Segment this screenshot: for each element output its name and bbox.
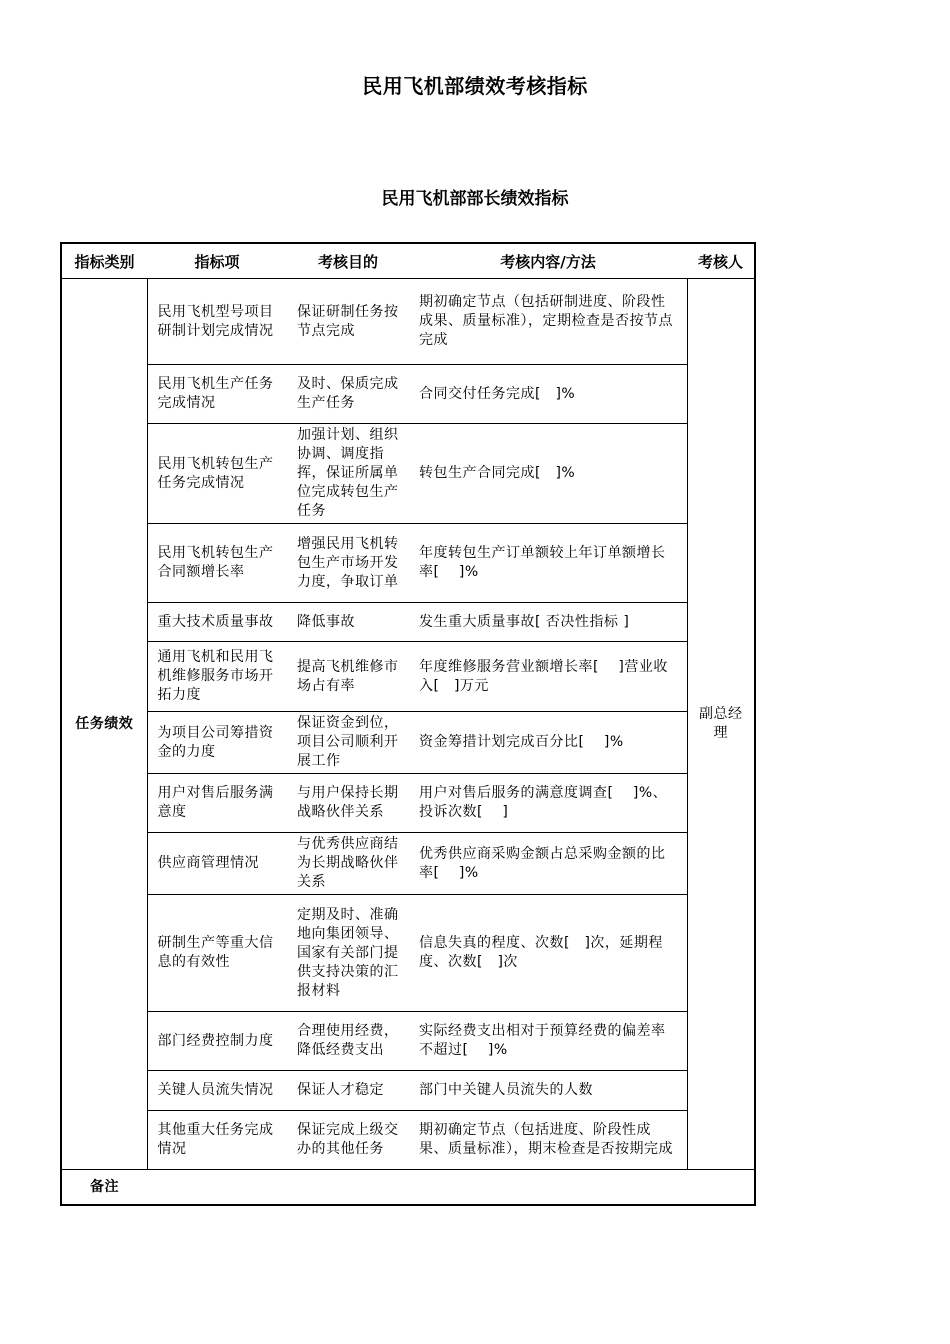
item-cell: 研制生产等重大信息的有效性: [147, 895, 287, 1012]
method-cell: 信息失真的程度、次数[ ]次，延期程度、次数[ ]次: [409, 895, 687, 1012]
table-row: [61, 642, 755, 712]
header-method: 考核内容/方法: [409, 243, 687, 279]
table-row: [61, 833, 755, 895]
table-row: [61, 365, 755, 424]
table-row: [61, 1012, 755, 1071]
item-cell: 民用飞机型号项目研制计划完成情况: [147, 279, 287, 365]
method-cell: 合同交付任务完成[ ]%: [409, 365, 687, 424]
item-cell: 通用飞机和民用飞机维修服务市场开拓力度: [147, 642, 287, 712]
item-cell: 用户对售后服务满意度: [147, 774, 287, 833]
purpose-cell: 及时、保质完成生产任务: [287, 365, 409, 424]
category-cell: 任务绩效: [61, 279, 147, 1170]
table-row: [61, 1071, 755, 1111]
item-cell: 供应商管理情况: [147, 833, 287, 895]
header-row: [61, 243, 755, 279]
method-cell: 发生重大质量事故[ 否决性指标 ]: [409, 603, 687, 642]
header-item: 指标项: [147, 243, 287, 279]
item-cell: 其他重大任务完成情况: [147, 1111, 287, 1170]
purpose-cell: 与优秀供应商结为长期战略伙伴关系: [287, 833, 409, 895]
item-cell: 部门经费控制力度: [147, 1012, 287, 1071]
purpose-cell: 合理使用经费，降低经费支出: [287, 1012, 409, 1071]
purpose-cell: 保证资金到位，项目公司顺利开展工作: [287, 712, 409, 774]
remarks-label: 备注: [90, 1178, 119, 1195]
kpi-table: [60, 242, 756, 1206]
purpose-cell: 与用户保持长期战略伙伴关系: [287, 774, 409, 833]
remarks-row: [61, 1170, 755, 1206]
method-cell: 年度维修服务营业额增长率[ ]营业收入[ ]万元: [409, 642, 687, 712]
table-row: [61, 279, 755, 365]
table-row: [61, 712, 755, 774]
purpose-cell: 加强计划、组织协调、调度指挥，保证所属单位完成转包生产任务: [287, 424, 409, 524]
method-cell: 资金筹措计划完成百分比[ ]%: [409, 712, 687, 774]
purpose-cell: 增强民用飞机转包生产市场开发力度，争取订单: [287, 524, 409, 603]
item-cell: 关键人员流失情况: [147, 1071, 287, 1111]
purpose-cell: 提高飞机维修市场占有率: [287, 642, 409, 712]
item-cell: 重大技术质量事故: [147, 603, 287, 642]
method-cell: 用户对售后服务的满意度调查[ ]%、投诉次数[ ]: [409, 774, 687, 833]
remarks-value: [147, 1170, 755, 1206]
purpose-cell: 保证研制任务按节点完成: [287, 279, 409, 365]
document-title: 民用飞机部绩效考核指标: [362, 74, 588, 98]
item-cell: 为项目公司筹措资金的力度: [147, 712, 287, 774]
item-cell: 民用飞机生产任务完成情况: [147, 365, 287, 424]
item-cell: 民用飞机转包生产任务完成情况: [147, 424, 287, 524]
header-purpose: 考核目的: [287, 243, 409, 279]
purpose-cell: 保证完成上级交办的其他任务: [287, 1111, 409, 1170]
assessor-cell: 副总经理: [687, 279, 755, 1170]
header-assessor: 考核人: [687, 243, 755, 279]
table-subtitle: 民用飞机部部长绩效指标: [381, 189, 569, 209]
table-row: [61, 895, 755, 1012]
header-category: 指标类别: [61, 243, 147, 279]
table-row: [61, 424, 755, 524]
table-row: [61, 524, 755, 603]
method-cell: 期初确定节点（包括研制进度、阶段性成果、质量标准），定期检查是否按节点完成: [409, 279, 687, 365]
method-cell: 年度转包生产订单额较上年订单额增长率[ ]%: [409, 524, 687, 603]
item-cell: 民用飞机转包生产合同额增长率: [147, 524, 287, 603]
method-cell: 转包生产合同完成[ ]%: [409, 424, 687, 524]
purpose-cell: 保证人才稳定: [287, 1071, 409, 1111]
method-cell: 实际经费支出相对于预算经费的偏差率不超过[ ]%: [409, 1012, 687, 1071]
table-row: [61, 603, 755, 642]
purpose-cell: 定期及时、准确地向集团领导、国家有关部门提供支持决策的汇报材料: [287, 895, 409, 1012]
method-cell: 部门中关键人员流失的人数: [409, 1071, 687, 1111]
method-cell: 优秀供应商采购金额占总采购金额的比率[ ]%: [409, 833, 687, 895]
table-row: [61, 1111, 755, 1170]
purpose-cell: 降低事故: [287, 603, 409, 642]
method-cell: 期初确定节点（包括进度、阶段性成果、质量标准），期末检查是否按期完成: [409, 1111, 687, 1170]
table-row: [61, 774, 755, 833]
